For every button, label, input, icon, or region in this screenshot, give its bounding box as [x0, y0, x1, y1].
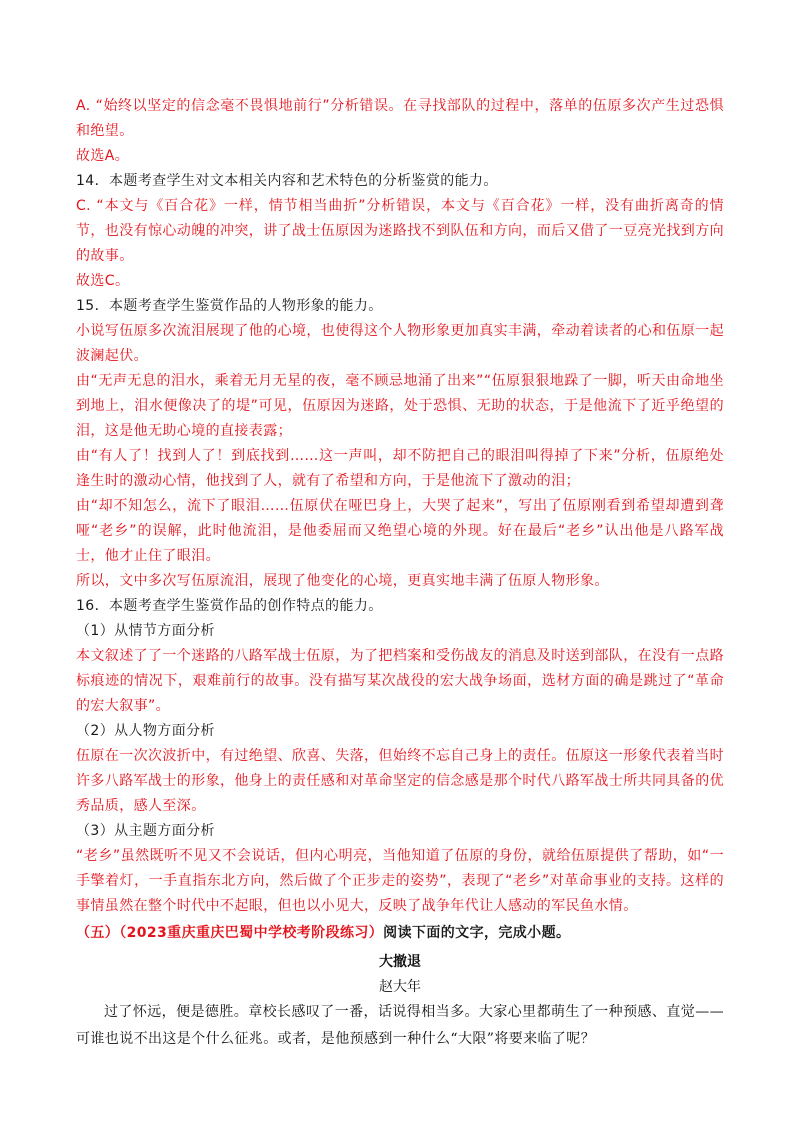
- q14-heading: 14．本题考查学生对文本相关内容和艺术特色的分析鉴赏的能力。: [76, 173, 498, 189]
- section-5-label: （五）（2023重庆重庆巴蜀中学校考阶段练习）: [76, 925, 384, 941]
- q13-analysis: A. “始终以坚定的信念毫不畏惧地前行”分析错误。在寻找部队的过程中，落单的伍原多次产生过恐惧和绝望。: [76, 98, 724, 139]
- q15-paragraph-3: 由“有人了！找到人了！到底找到……这一声叫，却不防把自己的眼泪叫得掉了下来”分析，伍原绝处逢生时的激动心情，他找到了人，就有了希望和方向，于是他流下了激动的泪；: [76, 448, 724, 489]
- story-author: 赵大年: [379, 979, 421, 995]
- q16-paragraph-2: 伍原在一次次波折中，有过绝望、欣喜、失落，但始终不忘自己身上的责任。伍原这一形象代表着当时许多八路军战士的形象，他身上的责任感和对革命坚定的信念感是那个时代八路军战士所共同具备的优秀品质，感人至深。: [76, 748, 724, 814]
- section-5-instruction: 阅读下面的文字，完成小题。: [383, 925, 571, 941]
- q14-answer: 故选C。: [76, 273, 130, 289]
- q16-subheading-2: （2）从人物方面分析: [76, 723, 215, 739]
- q15-paragraph-1: 小说写伍原多次流泪展现了他的心境，也使得这个人物形象更加真实丰满，牵动着读者的心和伍原一起波澜起伏。: [76, 323, 724, 364]
- q16-paragraph-3: “老乡”虽然既听不见又不会说话，但内心明亮，当他知道了伍原的身份，就给伍原提供了帮助，如“一手擎着灯，一手直指东北方向，然后做了个正步走的姿势”，表现了“老乡”对革命事业的支持。这样的事情虽然在整个时代中不起眼，但也以小见大，反映了战争年代让人感动的军民鱼水情。: [76, 848, 724, 914]
- q13-answer: 故选A。: [76, 148, 130, 164]
- q16-heading: 16．本题考查学生鉴赏作品的创作特点的能力。: [76, 598, 383, 614]
- q15-heading: 15．本题考查学生鉴赏作品的人物形象的能力。: [76, 298, 383, 314]
- answer-content: [76, 94, 724, 1053]
- q15-paragraph-4: 由“却不知怎么，流下了眼泪……伍原伏在哑巴身上，大哭了起来”，写出了伍原刚看到希望却遭到聋哑“老乡”的误解，此时他流泪，是他委屈而又绝望心境的外现。好在最后“老乡”认出他是八路军战士，他才止住了眼泪。: [76, 498, 724, 564]
- story-title: 大撤退: [379, 954, 421, 970]
- q16-subheading-1: （1）从情节方面分析: [76, 623, 215, 639]
- q15-paragraph-2: 由“无声无息的泪水，乘着无月无星的夜，毫不顾忌地涌了出来”“伍原狠狠地跺了一脚，听天由命地坐到地上，泪水便像决了的堤”可见，伍原因为迷路，处于恐惧、无助的状态，于是他流下了近乎绝望的泪，这是他无助心境的直接表露；: [76, 373, 724, 439]
- q16-subheading-3: （3）从主题方面分析: [76, 823, 215, 839]
- q16-paragraph-1: 本文叙述了了一个迷路的八路军战士伍原，为了把档案和受伤战友的消息及时送到部队，在没有一点路标痕迹的情况下，艰难前行的故事。没有描写某次战役的宏大战争场面，选材方面的确是跳过了“革命的宏大叙事”。: [76, 648, 724, 714]
- section-5-heading: [76, 921, 724, 946]
- story-paragraph-1: 过了怀远，便是德胜。章校长感叹了一番，话说得相当多。大家心里都萌生了一种预感、直觉——可谁也说不出这是个什么征兆。或者，是他预感到一种什么“大限”将要来临了呢？: [76, 1004, 724, 1047]
- q14-analysis: C. “本文与《百合花》一样，情节相当曲折”分析错误，本文与《百合花》一样，没有曲折离奇的情节，也没有惊心动魄的冲突，讲了战士伍原因为迷路找不到队伍和方向，而后又借了一豆亮光找到方向的故事。: [76, 198, 724, 264]
- q15-paragraph-5: 所以，文中多次写伍原流泪，展现了他变化的心境，更真实地丰满了伍原人物形象。: [76, 573, 609, 589]
